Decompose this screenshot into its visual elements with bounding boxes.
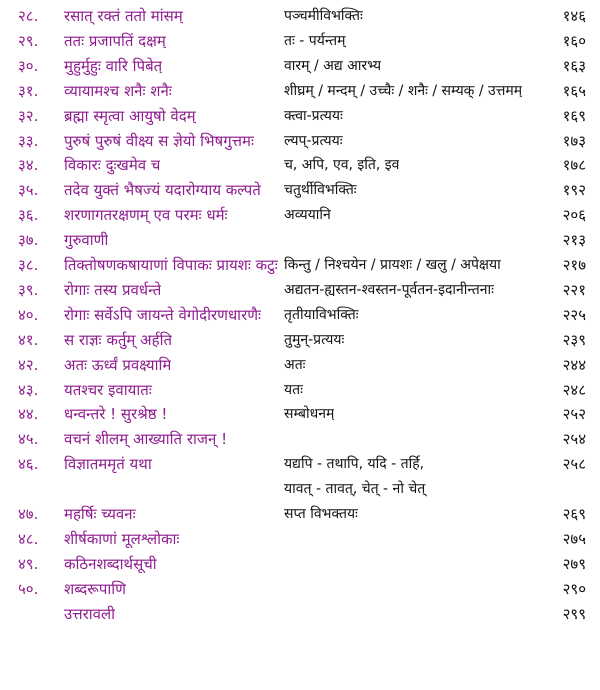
grammar-topic: अद्यतन-ह्यस्तन-श्वस्तन-पूर्वतन-इदानीन्तनाः [284, 281, 494, 298]
toc-row [0, 253, 600, 277]
page-number: १६० [562, 31, 586, 50]
toc-row [0, 178, 600, 202]
page-number: २२५ [562, 305, 586, 324]
grammar-topic: अतः [284, 356, 306, 373]
chapter-title: कठिनशब्दार्थसूची [64, 554, 157, 573]
chapter-title: गुरुवाणी [64, 231, 109, 250]
chapter-number: ३०. [18, 56, 39, 75]
toc-row [0, 228, 600, 252]
page-number: २४८ [562, 380, 586, 399]
toc-row [0, 527, 600, 551]
chapter-number: ४९. [18, 554, 39, 573]
grammar-topic: तुमुन्-प्रत्ययः [284, 331, 345, 348]
chapter-title: अतः ऊर्ध्वं प्रवक्ष्यामि [64, 355, 172, 374]
grammar-topic: तः - पर्यन्तम् [284, 32, 346, 49]
chapter-number: ४७. [18, 505, 39, 523]
grammar-topic: अव्ययानि [284, 207, 331, 224]
grammar-topic: वारम् / अद्य आरभ्य [284, 57, 382, 74]
chapter-number: ३६. [18, 206, 39, 225]
grammar-topic: सम्बोधनम् [284, 406, 335, 423]
page-number: १६९ [562, 106, 586, 125]
page-number: २०६ [562, 206, 586, 225]
page-number: १९२ [562, 181, 586, 200]
toc-row [0, 303, 600, 327]
chapter-number: ४६. [18, 455, 39, 474]
grammar-topic: क्त्वा-प्रत्ययः [284, 107, 343, 124]
page-number: २६९ [562, 505, 586, 523]
grammar-topic: तृतीयाविभक्तिः [284, 306, 359, 323]
chapter-number: ४५. [18, 430, 39, 449]
page-number: १६५ [562, 81, 586, 100]
toc-row [0, 153, 600, 177]
chapter-number: ३७. [18, 231, 39, 250]
chapter-title: विकारः दुःखमेव च [64, 156, 161, 175]
chapter-number: ४८. [18, 529, 39, 548]
grammar-topic: चतुर्थीविभक्तिः [284, 182, 357, 199]
toc-row [0, 328, 600, 352]
chapter-title: व्यायामश्च शनैः शनैः [64, 81, 172, 100]
page-number: २४४ [562, 355, 586, 374]
page-number: २५४ [562, 430, 586, 449]
chapter-number: ३८. [18, 256, 39, 274]
page-number: १७३ [562, 131, 586, 150]
grammar-topic: यतः [284, 381, 303, 398]
chapter-title: शीर्षकाणां मूलश्लोकाः [64, 529, 180, 548]
chapter-title: यतश्चर इवायातः [64, 380, 152, 399]
chapter-number: ३४. [18, 156, 39, 175]
chapter-number: ४३. [18, 380, 39, 399]
chapter-title: रोगाः तस्य प्रवर्धन्ते [64, 280, 162, 299]
page-number: २५८ [562, 455, 586, 474]
chapter-number: २८. [18, 7, 39, 25]
toc-row [0, 378, 600, 402]
toc-row [0, 278, 600, 302]
toc-row [0, 29, 600, 53]
chapter-number: ५०. [18, 579, 39, 598]
page-number: २७९ [562, 554, 586, 573]
grammar-topic: किन्तु / निश्चयेन / प्रायशः / खलु / अपेक्षया [284, 257, 501, 273]
grammar-topic: च, अपि, एव, इति, इव [284, 157, 400, 174]
chapter-number: ३९. [18, 280, 39, 299]
page-number: २१७ [562, 256, 586, 274]
chapter-title: धन्वन्तरे ! सुरश्रेष्ठ ! [64, 405, 168, 424]
toc-row [0, 54, 600, 78]
chapter-title: शब्दरूपाणि [64, 579, 126, 598]
chapter-title: ब्रह्मा स्मृत्वा आयुषो वेदम् [64, 106, 196, 125]
grammar-topic: शीघ्रम् / मन्दम् / उच्चैः / शनैः / सम्यक् / उत्तमम् [284, 82, 523, 99]
toc-row-continuation [0, 477, 600, 501]
page-number: १४६ [562, 7, 586, 25]
page-number: २५२ [562, 405, 586, 424]
page-number: १७८ [562, 156, 586, 175]
chapter-title: शरणागतरक्षणम् एव परमः धर्मः [64, 206, 228, 225]
page-number: २३९ [562, 330, 586, 349]
chapter-number: ३२. [18, 106, 39, 125]
page-number: २९९ [562, 604, 586, 623]
chapter-number: ३५. [18, 181, 39, 200]
grammar-topic: सप्त विभक्तयः [284, 506, 358, 522]
chapter-title: तदेव युक्तं भैषज्यं यदारोग्याय कल्पते [64, 181, 261, 200]
grammar-topic-continued: यावत् - तावत्, चेत् - नो चेत् [284, 481, 426, 498]
toc-row [0, 602, 600, 626]
toc-row [0, 4, 600, 28]
chapter-title: वचनं शीलम् आख्याति राजन् ! [64, 430, 228, 449]
page-number: २७५ [562, 529, 586, 548]
toc-row [0, 502, 600, 526]
grammar-topic: पञ्चमीविभक्तिः [284, 8, 363, 24]
chapter-number: ४१. [18, 330, 39, 349]
page-number: २१३ [562, 231, 586, 250]
chapter-number: ४२. [18, 355, 39, 374]
toc-row [0, 552, 600, 576]
chapter-title: रोगाः सर्वेऽपि जायन्ते वेगोदीरणधारणैः [64, 305, 262, 324]
toc-row [0, 129, 600, 153]
toc-row [0, 427, 600, 451]
toc-row [0, 577, 600, 601]
chapter-number: ३१. [18, 81, 39, 100]
chapter-title: ततः प्रजापतिं दक्षम् [64, 31, 166, 50]
grammar-topic: यद्यपि - तथापि, यदि - तर्हि, [284, 456, 425, 473]
chapter-title: पुरुषं पुरुषं वीक्ष्य स ज्ञेयो भिषगुत्तमः [64, 131, 255, 150]
chapter-title: स राज्ञः कर्तुम् अर्हति [64, 330, 173, 349]
chapter-number: ३३. [18, 131, 39, 150]
chapter-title: मुहुर्मुहुः वारि पिबेत् [64, 56, 163, 75]
chapter-title: रसात् रक्तं ततो मांसम् [64, 7, 183, 25]
chapter-title: महर्षिः च्यवनः [64, 505, 136, 523]
toc-row [0, 79, 600, 103]
page-number: २२१ [562, 280, 586, 299]
toc-row [0, 402, 600, 426]
chapter-title: विज्ञातममृतं यथा [64, 455, 152, 474]
chapter-number: २९. [18, 31, 39, 50]
toc-row [0, 203, 600, 227]
chapter-title: तिक्तोषणकषायाणां विपाकः प्रायशः कटुः [64, 256, 278, 274]
chapter-number: ४४. [18, 405, 39, 424]
toc-row [0, 104, 600, 128]
page-number: २९० [562, 579, 586, 598]
chapter-title: उत्तरावली [64, 604, 116, 623]
toc-row [0, 353, 600, 377]
chapter-number: ४०. [18, 305, 39, 324]
toc-row [0, 452, 600, 476]
grammar-topic: ल्यप्-प्रत्ययः [284, 132, 343, 149]
page-number: १६३ [562, 56, 586, 75]
